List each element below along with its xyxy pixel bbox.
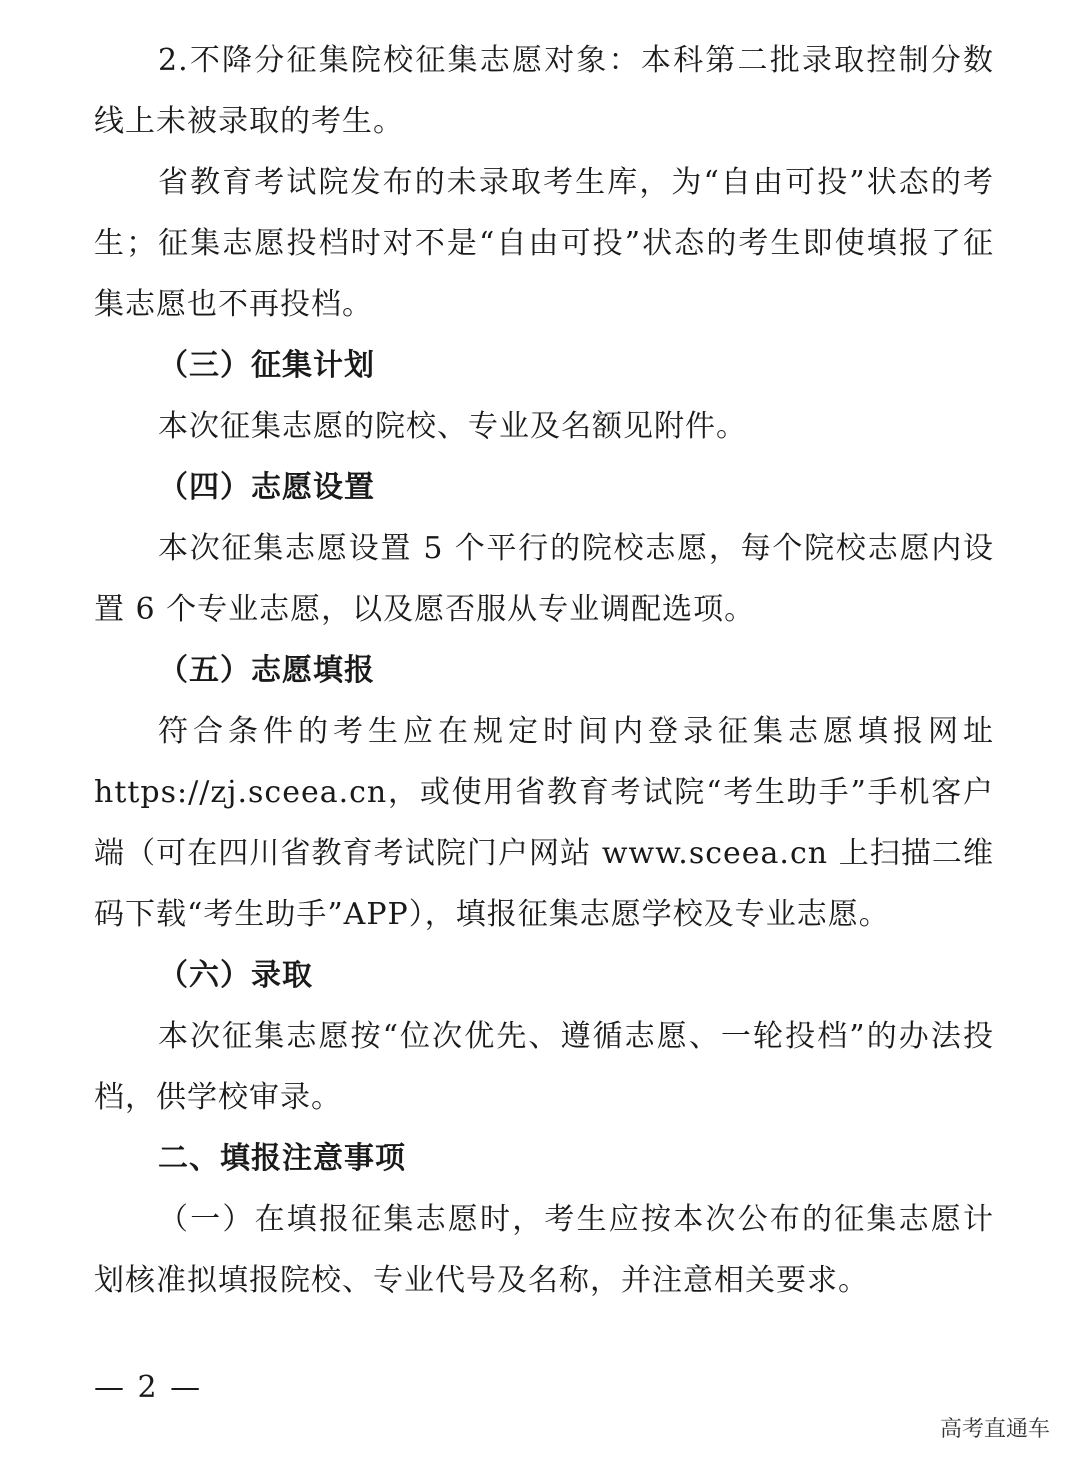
paragraph-2: 省教育考试院发布的未录取考生库，为“自由可投”状态的考生；征集志愿投档时对不是“自由可投”状态的考生即使填报了征集志愿也不再投档。: [94, 165, 994, 322]
paragraph-3: 本次征集志愿的院校、专业及名额见附件。: [158, 409, 747, 444]
page-number: — 2 —: [94, 1370, 203, 1405]
section-heading-notes: 二、填报注意事项: [158, 1141, 406, 1176]
paragraph-5: 符合条件的考生应在规定时间内登录征集志愿填报网址https://zj.sceea.cn，或使用省教育考试院“考生助手”手机客户端（可在四川省教育考试院门户网站 www.sceea.cn 上扫描二维码下载“考生助手”APP），填报征集志愿学校及专业志愿。: [94, 714, 994, 932]
paragraph-7: （一）在填报征集志愿时，考生应按本次公布的征集志愿计划核准拟填报院校、专业代号及名称，并注意相关要求。: [94, 1202, 994, 1298]
paragraph-1: 2.不降分征集院校征集志愿对象：本科第二批录取控制分数线上未被录取的考生。: [94, 43, 994, 139]
section-heading-settings: （四）志愿设置: [158, 470, 375, 505]
section-heading-plan: （三）征集计划: [158, 348, 375, 383]
watermark-text: 高考直通车: [939, 1417, 1050, 1442]
paragraph-4: 本次征集志愿设置 5 个平行的院校志愿，每个院校志愿内设置 6 个专业志愿，以及愿否服从专业调配选项。: [94, 531, 994, 627]
document-body: [94, 30, 994, 1311]
section-heading-filling: （五）志愿填报: [158, 653, 375, 688]
section-heading-admission: （六）录取: [158, 958, 313, 993]
paragraph-6: 本次征集志愿按“位次优先、遵循志愿、一轮投档”的办法投档，供学校审录。: [94, 1019, 994, 1115]
